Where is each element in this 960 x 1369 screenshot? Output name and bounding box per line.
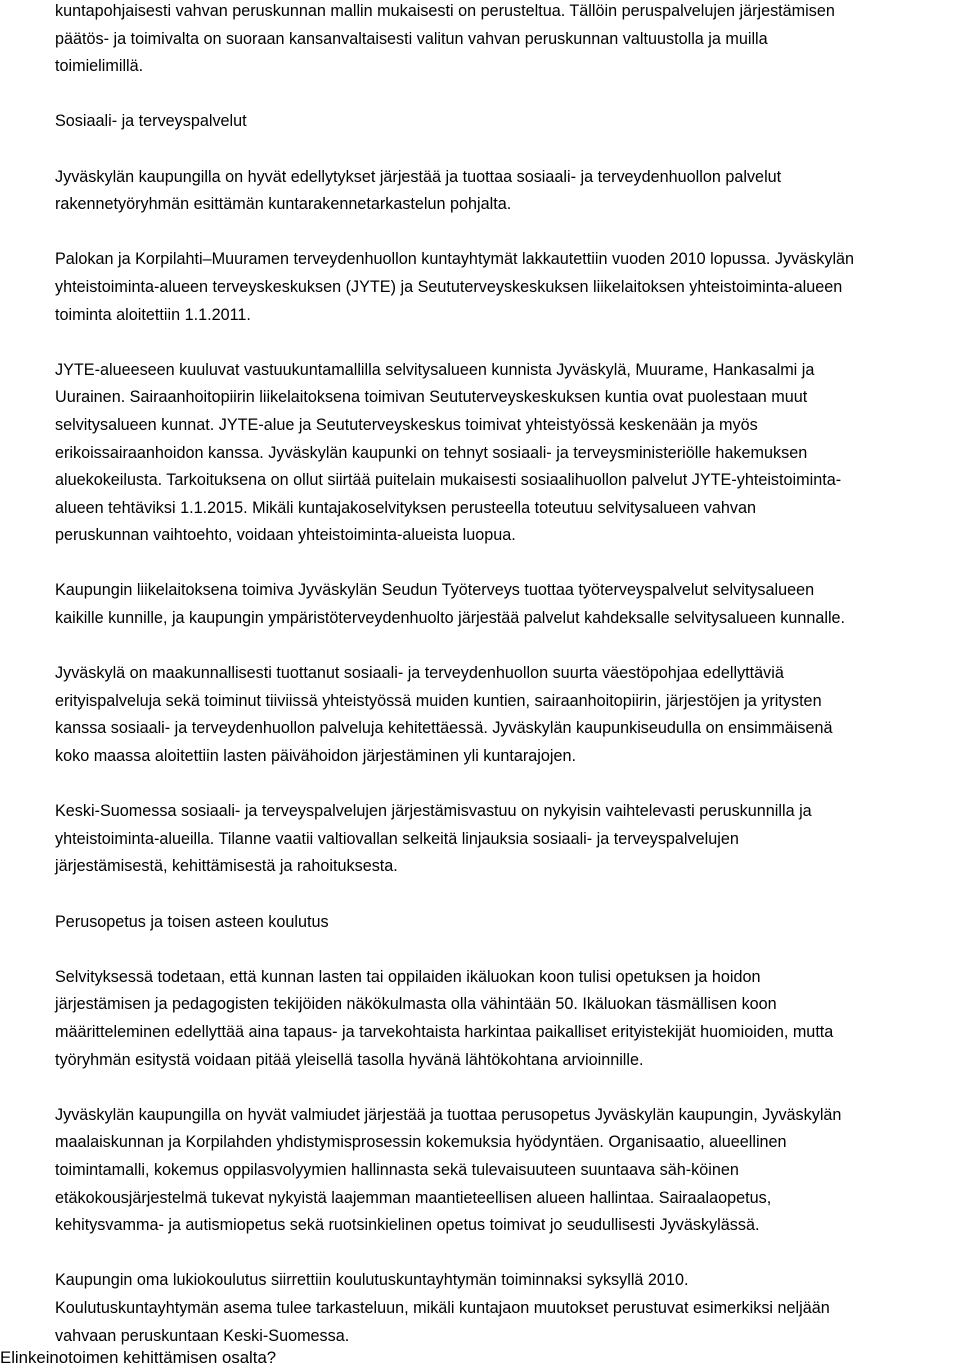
text-line: erityispalveluja sekä toiminut tiiviissä yhteistyössä muiden kuntien, sairaanhoitopiirin, järjestöjen ja yritysten (55, 691, 822, 710)
paragraph-gap (55, 1074, 960, 1102)
text-line: toimielimillä. (55, 57, 144, 76)
paragraph-gap (55, 771, 960, 799)
section-heading-perusopetus (55, 909, 960, 937)
text-line: Kaupungin oma lukiokoulutus siirrettiin koulutuskuntayhtymän toiminnaksi syksyllä 2010. (55, 1271, 689, 1290)
text-line: JYTE-alueeseen kuuluvat vastuukuntamallilla selvitysalueen kunnista Jyväskylä, Muurame, Hankasalmi ja (55, 360, 815, 379)
text-line: peruskunnan vaihtoehto, voidaan yhteistoiminta-alueista luopua. (55, 526, 516, 545)
paragraph (55, 798, 960, 881)
text-line: kehitysvamma- ja autismiopetus sekä ruotsinkielinen opetus toimivat jo seudullisesti Jyväskylässä. (55, 1216, 760, 1235)
text-line: toimintamalli, kokemus oppilasvolyymien hallinnasta sekä tulevaisuuteen suuntaava säh-köinen (55, 1160, 739, 1179)
paragraph (55, 1267, 960, 1350)
paragraph-gap (55, 1240, 960, 1268)
text-line: toiminta aloitettiin 1.1.2011. (55, 305, 251, 324)
text-line: Jyväskylän kaupungilla on hyvät edellytykset järjestää ja tuottaa sosiaali- ja terveydenhuollon palvelut (55, 167, 782, 186)
text-line: selvitysalueen kunnat. JYTE-alue ja Seututerveyskeskus toimivat yhteistyössä keskenään ja myös (55, 415, 758, 434)
text-line: Uurainen. Sairaanhoitopiirin liikelaitoksena toimivan Seututerveyskeskuksen kuntia ovat puolestaan muut (55, 388, 808, 407)
text-line: järjestämisen ja pedagogisten tekijöiden näkökulmasta olla vähintään 50. Ikäluokan täsmällisen koon (55, 995, 777, 1014)
text-line: yhteistoiminta-alueen terveyskeskuksen (JYTE) ja Seututerveyskeskuksen liikelaitoksen yhteistoiminta-alueen (55, 277, 843, 296)
text-line: alueen tehtäviksi 1.1.2015. Mikäli kuntajakoselvityksen perusteella toteutuu selvitysalueen vahvan (55, 498, 756, 517)
section-heading-sosiaali (55, 108, 960, 136)
paragraph (55, 357, 960, 550)
text-line: Koulutuskuntayhtymän asema tulee tarkasteluun, mikäli kuntajaon muutokset perustuvat esimerkiksi neljään (55, 1298, 830, 1317)
paragraph-gap (55, 550, 960, 578)
text-line: työryhmän esitystä voidaan pitää yleisellä tasolla hyvänä lähtökohtana arvioinnille. (55, 1050, 644, 1069)
paragraph (55, 246, 960, 329)
text-line: Jyväskylä on maakunnallisesti tuottanut sosiaali- ja terveydenhuollon suurta väestöpohjaa edellyttäviä (55, 664, 784, 683)
text-line: kanssa sosiaali- ja terveydenhuollon palveluja kehitettäessä. Jyväskylän kaupunkiseudulla on ensimmäisenä (55, 719, 833, 738)
paragraph-gap (55, 881, 960, 909)
text-line: vahvaan peruskuntaan Keski-Suomessa. (55, 1326, 350, 1345)
text-line: maalaiskunnan ja Korpilahden yhdistymisprosessin kokemuksia hyödyntäen. Organisaatio, alueellinen (55, 1133, 787, 1152)
text-line: kaikille kunnille, ja kaupungin ympäristöterveydenhuolto järjestää palvelut kahdeksalle selvitysalueen kunnalle. (55, 609, 846, 628)
text-line: järjestämisestä, kehittämisestä ja rahoituksesta. (55, 857, 398, 876)
text-line: erikoissairaanhoidon kanssa. Jyväskylän kaupunki on tehnyt sosiaali- ja terveysministeriölle hakemuksen (55, 443, 808, 462)
paragraph-gap (55, 936, 960, 964)
text-line: kuntapohjaisesti vahvan peruskunnan mallin mukaisesti on perusteltua. Tällöin peruspalvelujen järjestämisen (55, 2, 835, 20)
text-line: etäkokousjärjestelmä tukevat nykyistä laajemman maantieteellisen alueen hallintaa. Sairaalaopetus, (55, 1188, 772, 1207)
paragraph-gap (55, 219, 960, 247)
text-line: Palokan ja Korpilahti–Muuramen terveydenhuollon kuntayhtymät lakkautettiin vuoden 2010 lopussa. Jyväskylän (55, 250, 855, 269)
paragraph-gap (55, 329, 960, 357)
text-line: päätös- ja toimivalta on suoraan kansanvaltaisesti valitun vahvan peruskunnan valtuustolla ja muilla (55, 29, 768, 48)
text-line: rakennetyöryhmän esittämän kuntarakennetarkastelun pohjalta. (55, 195, 512, 214)
paragraph (55, 964, 960, 1074)
paragraph (55, 1102, 960, 1240)
section-heading-elinkeinotoimi: Elinkeinotoimen kehittämisen osalta? (0, 1348, 277, 1367)
paragraph (55, 660, 960, 770)
paragraph-gap (55, 81, 960, 109)
text-line: Jyväskylän kaupungilla on hyvät valmiudet järjestää ja tuottaa perusopetus Jyväskylän kaupungin, Jyväskylän (55, 1105, 842, 1124)
paragraph-gap (55, 633, 960, 661)
text-line: aluekokeilusta. Tarkoituksena on ollut siirtää puitelain mukaisesti sosiaalihuollon palvelut JYTE-yhteistoiminta- (55, 471, 842, 490)
text-line: Perusopetus ja toisen asteen koulutus (55, 912, 329, 931)
paragraph-gap (55, 136, 960, 164)
text-line: koko maassa aloitettiin lasten päivähoidon järjestäminen yli kuntarajojen. (55, 747, 576, 766)
document-body (55, 0, 960, 1350)
text-line: Keski-Suomessa sosiaali- ja terveyspalvelujen järjestämisvastuu on nykyisin vaihtelevasti peruskunnilla ja (55, 802, 812, 821)
paragraph (55, 577, 960, 632)
text-line: yhteistoiminta-alueilla. Tilanne vaatii valtiovallan selkeitä linjauksia sosiaali- ja terveyspalvelujen (55, 829, 739, 848)
paragraph (55, 164, 960, 219)
text-line: määritteleminen edellyttää aina tapaus- ja tarvekohtaista harkintaa paikalliset erityistekijät huomioiden, mutta (55, 1022, 834, 1041)
text-line: Sosiaali- ja terveyspalvelut (55, 112, 247, 131)
paragraph (55, 0, 960, 81)
text-line: Selvityksessä todetaan, että kunnan lasten tai oppilaiden ikäluokan koon tulisi opetuksen ja hoidon (55, 967, 761, 986)
text-line: Kaupungin liikelaitoksena toimiva Jyväskylän Seudun Työterveys tuottaa työterveyspalvelut selvitysalueen (55, 581, 815, 600)
